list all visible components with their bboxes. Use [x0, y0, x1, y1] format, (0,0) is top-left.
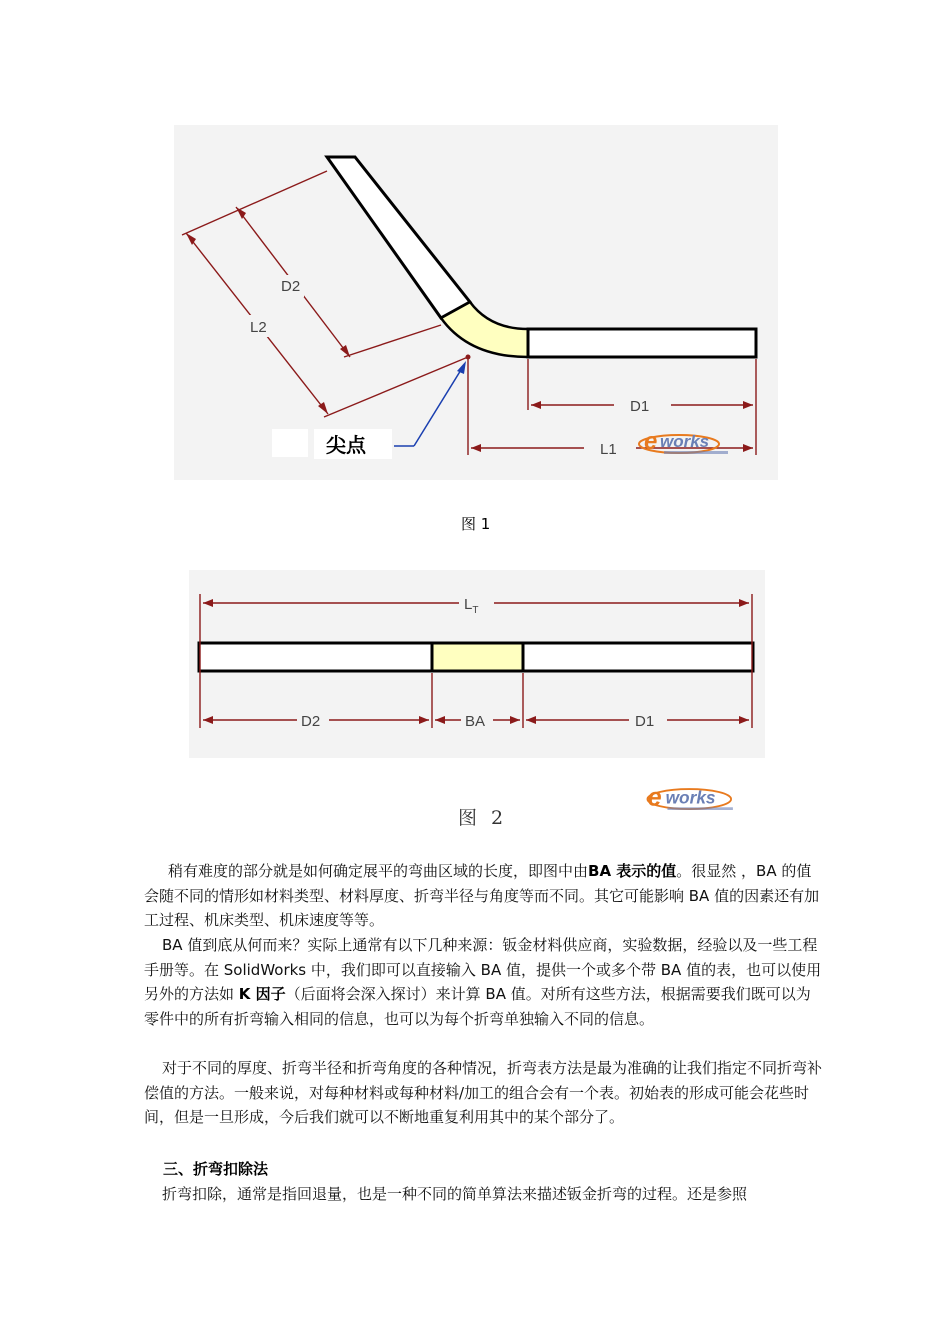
paragraph-bend-deduction: 折弯扣除，通常是指回退量，也是一种不同的简单算法来描述钣金折弯的过程。还是参照	[162, 1185, 748, 1203]
p2-bold-k-factor: K 因子	[238, 985, 286, 1003]
label-d2: D2	[281, 278, 301, 295]
figure-1-background	[174, 125, 778, 480]
figure-2-caption: 图 2	[458, 807, 508, 829]
figure-1-bent-sheet-diagram	[174, 125, 778, 480]
paragraph-ba-sources	[144, 933, 824, 1031]
label-d1: D1	[630, 398, 650, 415]
label-l2: L2	[250, 319, 267, 336]
flat-segment-d2	[199, 643, 432, 671]
label-d2: D2	[301, 713, 321, 730]
p1-text-a: 稍有难度的部分就是如何确定展平的弯曲区域的长度，即图中由	[168, 862, 589, 880]
label-ba: BA	[465, 713, 486, 730]
svg-text:e: e	[647, 783, 662, 812]
label-d1: D1	[635, 713, 655, 730]
label-l1: L1	[600, 441, 617, 458]
flat-segment-d1	[523, 643, 753, 671]
callout-blank-box	[272, 429, 308, 457]
eworks-watermark-logo-2	[642, 782, 742, 818]
callout-sharp-point-label: 尖点	[326, 435, 366, 457]
section-heading-bend-deduction: 三、折弯扣除法	[163, 1160, 269, 1178]
p1-text-c: 。很显然 ，BA 的值会随不同的情形如材料类型、材料厚度、折弯半径与角度等而不同。其它可能影响 BA 值的因素还有加工过程、机床类型、机床速度等等。	[144, 862, 820, 929]
figure-1-caption: 图 1	[461, 515, 491, 533]
horizontal-flange	[528, 329, 756, 357]
figure-2-flat-pattern-diagram	[189, 570, 765, 758]
svg-text:e: e	[644, 428, 658, 455]
p1-bold-ba: BA 表示的值	[588, 862, 677, 880]
paragraph-ba-definition	[144, 859, 824, 933]
svg-text:works: works	[660, 432, 710, 451]
label-lt: $L_T$	[464, 596, 479, 616]
flat-segment-ba	[432, 643, 523, 671]
p2-text-a: BA 值到底从何而来？实际上通常有以下几种来源：钣金材料供应商，实验数据，经验以及一些工程手册等。在 SolidWorks 中，我们即可以直接输入 BA 值，提供一个或多个带 BA 值的表，也可以使用另外的方法如	[144, 936, 822, 1003]
p2-text-c: （后面将会深入探讨）来计算 BA 值。对所有这些方法，根据需要我们既可以为零件中的所有折弯输入相同的信息，也可以为每个折弯单独输入不同的信息。	[144, 985, 811, 1028]
paragraph-bend-table: 对于不同的厚度、折弯半径和折弯角度的各种情况，折弯表方法是最为准确的让我们指定不同折弯补偿值的方法。一般来说，对每种材料或每种材料/加工的组合会有一个表。初始表的形成可能会花些时间，但是一旦形成，今后我们就可以不断地重复利用其中的某个部分了。	[144, 1059, 823, 1126]
svg-text:works: works	[665, 787, 716, 808]
